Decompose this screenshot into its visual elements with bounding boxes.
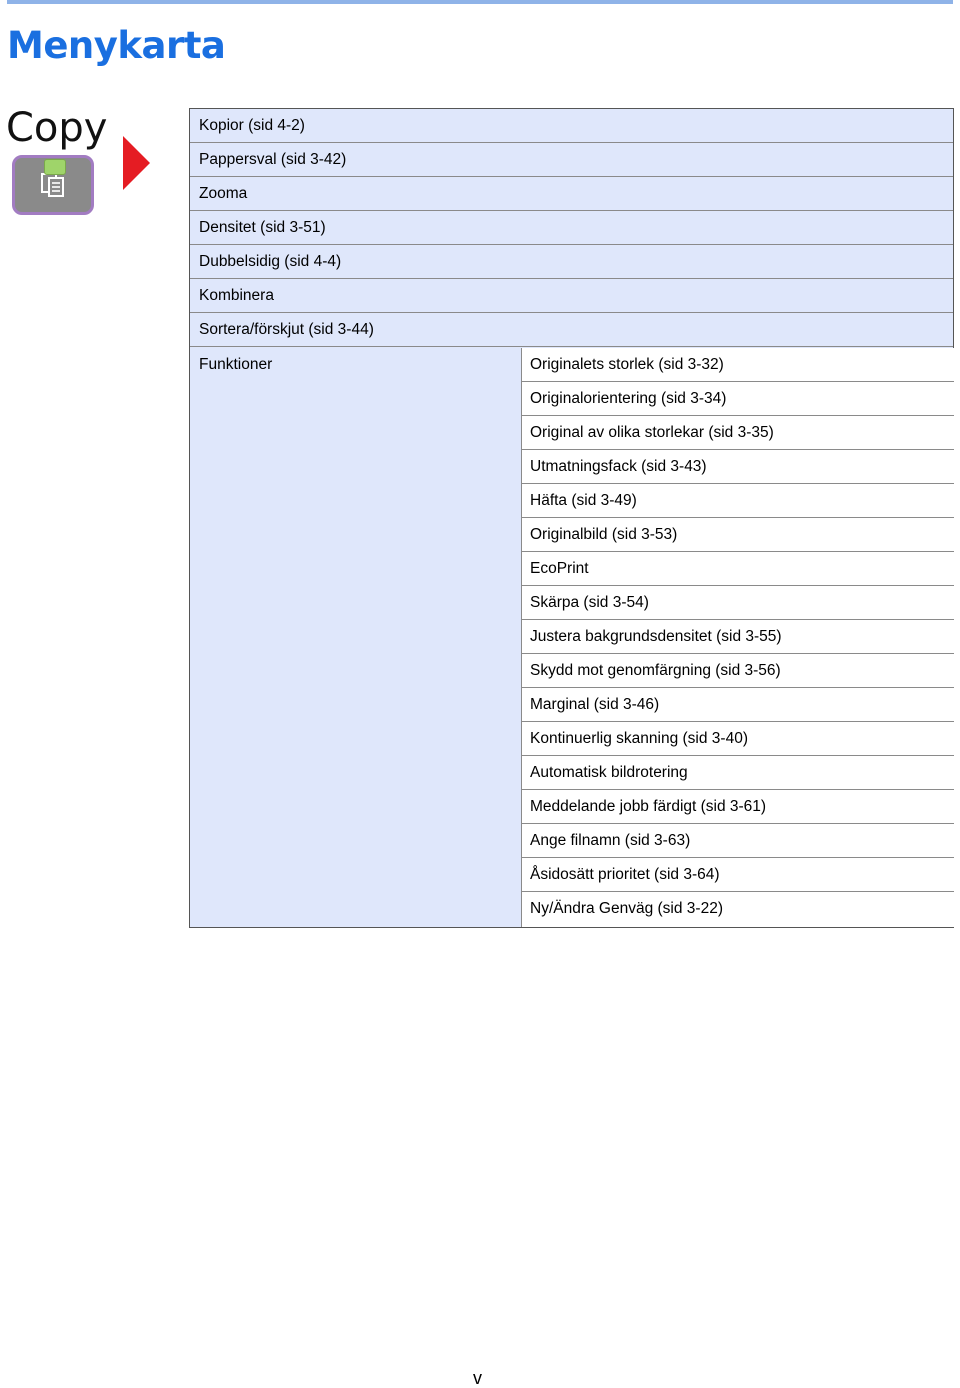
key-led xyxy=(44,159,66,175)
submenu-item[interactable]: Kontinuerlig skanning (sid 3-40) xyxy=(522,722,954,756)
submenu-item[interactable]: Meddelande jobb färdigt (sid 3-61) xyxy=(522,790,954,824)
menu-map-table xyxy=(189,108,954,928)
page-number: v xyxy=(473,1368,482,1388)
copy-key-icon xyxy=(12,155,94,215)
submenu-item[interactable]: EcoPrint xyxy=(522,552,954,586)
submenu-item[interactable]: Ange filnamn (sid 3-63) xyxy=(522,824,954,858)
submenu-item[interactable]: Marginal (sid 3-46) xyxy=(522,688,954,722)
submenu-item[interactable]: Häfta (sid 3-49) xyxy=(522,484,954,518)
submenu-item[interactable]: Åsidosätt prioritet (sid 3-64) xyxy=(522,858,954,892)
submenu-item[interactable]: Automatisk bildrotering xyxy=(522,756,954,790)
menu-item-densitet[interactable]: Densitet (sid 3-51) xyxy=(190,211,953,245)
menu-item-sortera[interactable]: Sortera/förskjut (sid 3-44) xyxy=(190,313,953,347)
submenu-item[interactable]: Originalorientering (sid 3-34) xyxy=(522,382,954,416)
submenu-item[interactable]: Originalets storlek (sid 3-32) xyxy=(522,348,954,382)
menu-item-kopior[interactable]: Kopior (sid 4-2) xyxy=(190,109,953,143)
menu-item-dubbelsidig[interactable]: Dubbelsidig (sid 4-4) xyxy=(190,245,953,279)
page-title: Menykarta xyxy=(7,24,226,67)
menu-item-kombinera[interactable]: Kombinera xyxy=(190,279,953,313)
submenu-item[interactable]: Skydd mot genomfärgning (sid 3-56) xyxy=(522,654,954,688)
submenu-item[interactable]: Utmatningsfack (sid 3-43) xyxy=(522,450,954,484)
submenu-item[interactable]: Justera bakgrundsdensitet (sid 3-55) xyxy=(522,620,954,654)
submenu-item[interactable]: Ny/Ändra Genväg (sid 3-22) xyxy=(522,892,954,926)
document-copy-icon xyxy=(39,172,67,198)
top-rule xyxy=(7,0,953,4)
menu-item-pappersval[interactable]: Pappersval (sid 3-42) xyxy=(190,143,953,177)
submenu-item[interactable]: Original av olika storlekar (sid 3-35) xyxy=(522,416,954,450)
arrow-right-icon xyxy=(123,136,150,190)
submenu-item[interactable]: Originalbild (sid 3-53) xyxy=(522,518,954,552)
submenu-item[interactable]: Skärpa (sid 3-54) xyxy=(522,586,954,620)
functions-submenu xyxy=(521,348,954,927)
section-title: Copy xyxy=(6,105,108,151)
menu-item-zooma[interactable]: Zooma xyxy=(190,177,953,211)
menu-item-funktioner[interactable]: Funktioner xyxy=(199,356,273,373)
